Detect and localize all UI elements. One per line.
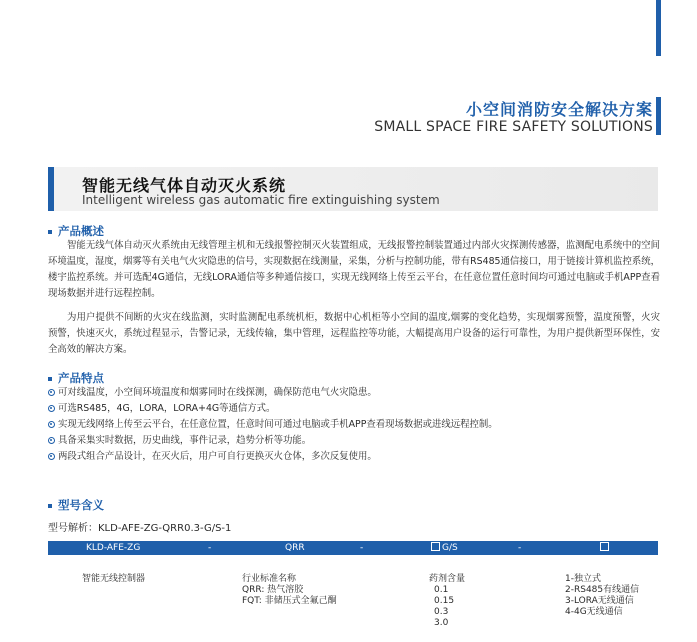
heading-bullet-icon: [48, 230, 52, 234]
list-item: [48, 385, 660, 401]
model-desc-text: 行业标准名称: [242, 574, 297, 584]
features-heading-text: 产品特点: [58, 371, 104, 385]
model-heading: [48, 497, 104, 513]
model-col-dose: [429, 574, 465, 629]
list-item: [48, 401, 660, 417]
circle-bullet-icon: [48, 405, 55, 412]
feature-text: 具备采集实时数据，历史曲线，事件记录，趋势分析等功能。: [58, 435, 312, 446]
circle-bullet-icon: [48, 421, 55, 428]
feature-text: 实现无线网络上传至云平台，在任意位置，任意时间可通过电脑或手机APP查看现场数据或进线远程控制。: [58, 419, 498, 430]
model-dash: -: [518, 543, 522, 553]
overview-heading: [48, 223, 104, 239]
product-title-accent: [48, 167, 54, 211]
feature-text: 两段式组合产品设计，在灭火后，用户可自行更换灭火仓体，多次反复使用。: [58, 451, 377, 462]
model-dash: -: [208, 543, 212, 553]
product-title-cn: 智能无线气体自动灭火系统: [82, 176, 287, 195]
feature-text: 可对线温度，小空间环境温度和烟雾同时在线探测，确保防范电气火灾隐患。: [58, 387, 377, 398]
list-item: [48, 417, 660, 433]
list-item: [48, 433, 660, 449]
model-code-bar: [48, 541, 658, 555]
features-heading: [48, 370, 104, 386]
circle-bullet-icon: [48, 389, 55, 396]
model-seg-comm: [431, 541, 458, 555]
circle-bullet-icon: [48, 437, 55, 444]
model-seg-standard: QRR: [285, 543, 305, 553]
model-desc-text: 4-4G无线通信: [565, 607, 623, 617]
solution-title-accent: [656, 97, 661, 135]
placeholder-square-icon: [600, 542, 609, 551]
model-col-standard: [242, 574, 337, 607]
model-seg-series: KLD-AFE-ZG: [86, 543, 141, 553]
list-item: [48, 449, 660, 465]
model-seg-type: [600, 541, 611, 555]
model-desc-text: 智能无线控制器: [82, 574, 146, 584]
model-desc-text: 1-独立式: [565, 574, 601, 584]
model-desc-text: 0.1: [434, 585, 449, 595]
placeholder-square-icon: [431, 542, 440, 551]
model-col-series: [82, 574, 145, 585]
model-desc-text: QRR: 热气溶胶: [242, 585, 304, 595]
model-desc-text: 2-RS485有线通信: [565, 585, 640, 595]
model-dash: -: [360, 543, 364, 553]
header-corner-bar: [656, 0, 661, 56]
product-title-en: Intelligent wireless gas automatic fire extinguishing system: [82, 193, 440, 207]
overview-heading-text: 产品概述: [58, 224, 104, 238]
solution-title-cn: 小空间消防安全解决方案: [465, 100, 653, 119]
model-parse-line: 型号解析：KLD-AFE-ZG-QRR0.3-G/S-1: [48, 523, 232, 534]
model-desc-text: 3-LORA无线通信: [565, 596, 634, 606]
model-col-type: [565, 574, 639, 618]
model-heading-text: 型号含义: [58, 498, 104, 512]
heading-bullet-icon: [48, 377, 52, 381]
heading-bullet-icon: [48, 504, 52, 508]
circle-bullet-icon: [48, 453, 55, 460]
model-desc-text: 0.15: [434, 596, 455, 606]
model-desc-text: 0.3: [434, 607, 449, 617]
overview-paragraph-2: 为用户提供不间断的火灾在线监测，实时监测配电系统机柜，数据中心机柜等小空间的温度,烟雾的变化趋势，实现烟雾预警，温度预警，火灾预警，快速灭火，系统过程显示，告警记录，无线传输，集中管理，远程监控等功能，大幅提高用户设备的运行可靠性，为用户提供新型环保性，安全高效的解决方案。: [48, 312, 660, 355]
solution-title-en: SMALL SPACE FIRE SAFETY SOLUTIONS: [374, 119, 653, 135]
model-desc-text: FQT: 非储压式全氟己酮: [242, 596, 337, 606]
model-desc-text: 3.0: [434, 618, 449, 628]
feature-text: 可选RS485，4G，LORA，LORA+4G等通信方式。: [58, 403, 276, 414]
model-seg-comm-text: G/S: [442, 543, 458, 553]
model-desc-text: 药剂含量: [429, 574, 466, 584]
overview-paragraph-1: 智能无线气体自动灭火系统由无线管理主机和无线报警控制灭火装置组成，无线报警控制装置通过内部火灾探测传感器，监测配电系统中的空间环境温度，湿度，烟雾等有关电气火灾隐患的信号，实现数据在线测量，采集，分析与控制功能，带有RS485通信接口，用于链接计算机监控系统，楼宇监控系统。并可选配4G通信，无线LORA通信等多种通信接口，实现无线网络上传至云平台，在任意位置任意时间均可通过电脑或手机APP查看现场数据并进行远程控制。: [48, 240, 660, 299]
features-list: [48, 385, 660, 465]
